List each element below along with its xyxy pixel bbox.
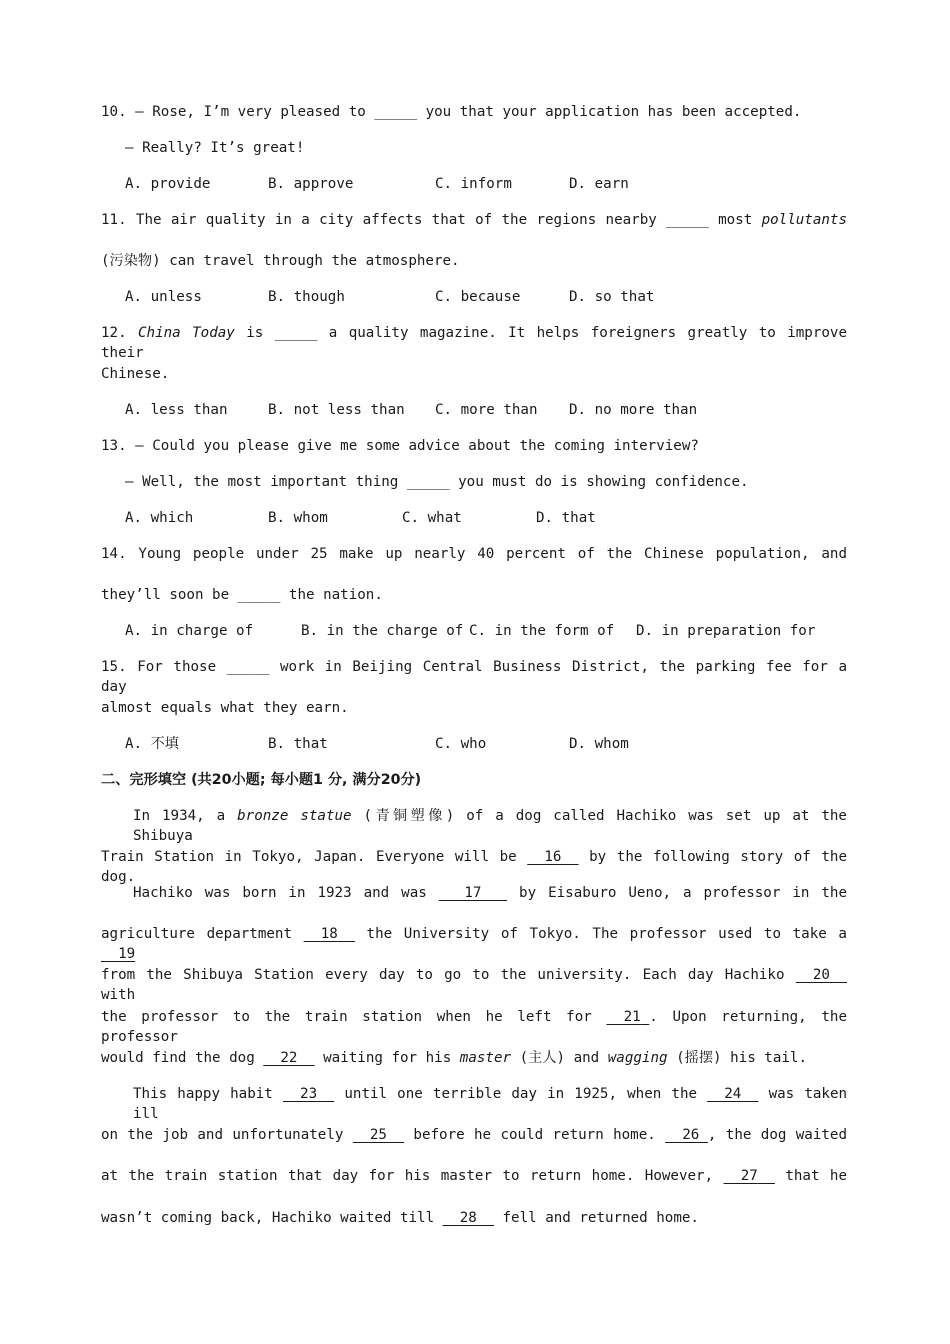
blank-24[interactable] <box>707 1084 758 1104</box>
blank-25-number: 25 <box>369 1127 387 1143</box>
question-13-option-a: A. which <box>125 510 194 526</box>
question-13-option-d: D. that <box>536 510 596 526</box>
blank-22[interactable] <box>263 1048 314 1068</box>
question-15-stem-line2: almost equals what they earn. <box>101 700 349 716</box>
blank-16-number: 16 <box>544 849 562 865</box>
question-14-option-a: A. in charge of <box>125 623 254 639</box>
question-10-option-c: C. inform <box>435 176 512 192</box>
blank-23[interactable] <box>283 1084 334 1104</box>
question-15-stem-line1: 15. For those _____ work in Beijing Central Business District, the parking fee for a day <box>101 659 847 695</box>
passage-p3-line1 <box>133 1084 847 1124</box>
blank-20[interactable] <box>796 965 847 985</box>
question-13-option-c: C. what <box>402 510 462 526</box>
passage-p3-line4 <box>101 1208 847 1228</box>
question-14-stem-line1: 14. Young people under 25 make up nearly 40 percent of the Chinese population, and <box>101 546 847 562</box>
question-13-reply: — Well, the most important thing _____ you must do is showing confidence. <box>125 474 749 490</box>
question-13-stem: 13. — Could you please give me some advice about the coming interview? <box>101 438 699 454</box>
passage-p1-line2 <box>101 847 847 887</box>
question-12-option-d: D. no more than <box>569 402 698 418</box>
passage-text: wasn’t coming back, Hachiko waited till <box>101 1210 435 1226</box>
question-10-option-b: B. approve <box>268 176 354 192</box>
passage-text: Train Station in Tokyo, Japan. Everyone will be <box>101 849 517 865</box>
question-12-stem-line2: Chinese. <box>101 366 170 382</box>
passage-text: fell and returned home. <box>502 1210 699 1226</box>
passage-text: (青铜塑像) of a dog called Hachiko was set up at the Shibuya <box>133 808 847 844</box>
question-14-stem-line2: they’ll soon be _____ the nation. <box>101 587 383 603</box>
passage-text: (摇摆) his tail. <box>676 1050 807 1066</box>
question-12-stem-line1 <box>101 323 847 363</box>
question-15-option-c: C. who <box>435 736 487 752</box>
blank-26-number: 26 <box>682 1127 700 1143</box>
question-11-stem-italic: pollutants <box>761 212 847 228</box>
passage-p3-line2 <box>101 1125 847 1145</box>
blank-19[interactable] <box>101 944 135 964</box>
question-11-option-b: B. though <box>268 289 345 305</box>
blank-27-number: 27 <box>740 1168 758 1184</box>
passage-text: In 1934, a <box>133 808 226 824</box>
section-2-heading: 二、完形填空 (共20小题; 每小题1 分, 满分20分) <box>101 772 422 788</box>
question-11-stem-line1 <box>101 210 847 230</box>
question-10-option-d: D. earn <box>569 176 629 192</box>
blank-21-number: 21 <box>623 1009 641 1025</box>
passage-italic-term: wagging <box>607 1050 668 1066</box>
question-15-option-b: B. that <box>268 736 328 752</box>
passage-p2-line1 <box>133 883 847 903</box>
question-13-option-b: B. whom <box>268 510 328 526</box>
question-11-stem-text: 11. The air quality in a city affects that of the regions nearby _____ most <box>101 212 753 228</box>
question-12-magazine-title: China Today <box>138 325 235 341</box>
blank-17-number: 17 <box>464 885 482 901</box>
blank-25[interactable] <box>353 1125 404 1145</box>
passage-text: the University of Tokyo. The professor used to take a <box>366 926 847 942</box>
question-11-option-c: C. because <box>435 289 521 305</box>
passage-p2-line2 <box>101 924 847 964</box>
blank-19-number: 19 <box>118 946 136 962</box>
question-10-reply: — Really? It’s great! <box>125 140 305 156</box>
passage-p3-line3 <box>101 1166 847 1186</box>
passage-text: would find the dog <box>101 1050 255 1066</box>
question-14-option-d: D. in preparation for <box>636 623 816 639</box>
passage-p1-line1 <box>133 806 847 846</box>
passage-text: was taken ill <box>133 1086 848 1122</box>
blank-26[interactable] <box>665 1125 708 1145</box>
passage-text: that he <box>785 1168 848 1184</box>
passage-text: with <box>101 987 136 1003</box>
passage-text: on the job and unfortunately <box>101 1127 344 1143</box>
question-11-option-d: D. so that <box>569 289 655 305</box>
passage-text: Hachiko was born in 1923 and was <box>133 885 427 901</box>
question-12-option-b: B. not less than <box>268 402 405 418</box>
question-10-stem: 10. — Rose, I’m very pleased to _____ you that your application has been accepted. <box>101 104 802 120</box>
question-14-option-b: B. in the charge of <box>301 623 464 639</box>
question-15-option-d: D. whom <box>569 736 629 752</box>
passage-text: by Eisaburo Ueno, a professor in the <box>519 885 847 901</box>
blank-23-number: 23 <box>300 1086 318 1102</box>
question-10-option-a: A. provide <box>125 176 211 192</box>
question-12-option-c: C. more than <box>435 402 538 418</box>
passage-text: This happy habit <box>133 1086 273 1102</box>
question-12-option-a: A. less than <box>125 402 228 418</box>
passage-p2-line5 <box>101 1048 847 1068</box>
passage-text: the professor to the train station when he left for <box>101 1009 592 1025</box>
blank-18-number: 18 <box>320 926 338 942</box>
blank-28-number: 28 <box>459 1210 477 1226</box>
blank-28[interactable] <box>443 1208 494 1228</box>
blank-21[interactable] <box>607 1007 650 1027</box>
passage-text: (主人) and <box>519 1050 600 1066</box>
passage-p2-line3 <box>101 965 847 1005</box>
passage-italic-term: master <box>459 1050 512 1066</box>
passage-p2-line4 <box>101 1007 847 1047</box>
blank-16[interactable] <box>527 847 578 867</box>
blank-24-number: 24 <box>724 1086 742 1102</box>
passage-text: agriculture department <box>101 926 292 942</box>
passage-text: at the train station that day for his master to return home. However, <box>101 1168 714 1184</box>
question-12-number: 12. <box>101 325 127 341</box>
passage-text: . Upon returning, the professor <box>101 1009 848 1045</box>
passage-text: , the dog waited <box>707 1127 847 1143</box>
passage-italic-term: bronze statue <box>237 808 352 824</box>
blank-20-number: 20 <box>812 967 830 983</box>
passage-text: until one terrible day in 1925, when the <box>344 1086 698 1102</box>
passage-text: from the Shibuya Station every day to go to the university. Each day Hachiko <box>101 967 785 983</box>
passage-text: by the following story of the dog. <box>101 849 847 885</box>
question-15-option-a: A. 不填 <box>125 736 179 752</box>
question-14-option-c: C. in the form of <box>469 623 615 639</box>
blank-17[interactable] <box>439 883 507 903</box>
question-11-stem-line2: (污染物) can travel through the atmosphere. <box>101 253 460 269</box>
question-11-option-a: A. unless <box>125 289 202 305</box>
blank-22-number: 22 <box>280 1050 298 1066</box>
question-12-stem-text: is _____ a quality magazine. It helps foreigners greatly to improve their <box>101 325 847 361</box>
passage-text: before he could return home. <box>413 1127 656 1143</box>
blank-18[interactable] <box>304 924 355 944</box>
passage-text: waiting for his <box>323 1050 452 1066</box>
blank-27[interactable] <box>724 1166 775 1186</box>
